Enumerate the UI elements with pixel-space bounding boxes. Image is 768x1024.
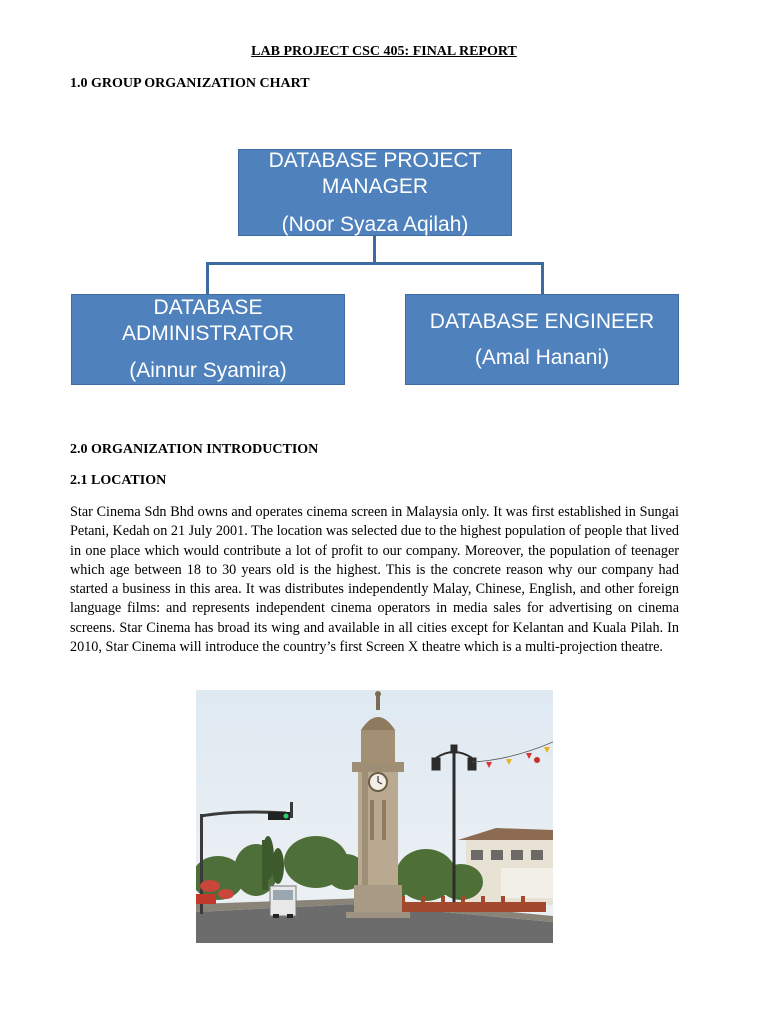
connector-right-drop <box>541 262 544 294</box>
manager-box <box>238 149 512 236</box>
section-heading-org-chart: 1.0 GROUP ORGANIZATION CHART <box>70 76 310 91</box>
location-paragraph: Star Cinema Sdn Bhd owns and operates cinema screen in Malaysia only. It was first established in Sungai Petani, Kedah on 21 July 2001. The location was selected due to the highest population of people that lived in one place which would contribute a lot of profit to our company. Moreover, the population of teenager which age between 18 to 30 years old is the highest. This is the concrete reason why our company had started a business in this area. It was distributes independently Malay, Chinese, English, and other foreign language films: and represents independent cinema operators in media sales for advertising on cinema screens. Star Cinema has broad its wing and available in all cities except for Kelantan and Kuala Pilah. In 2010, Star Cinema will introduce the country’s first Screen X theatre which is a multi-projection theatre. <box>70 504 679 656</box>
report-title: LAB PROJECT CSC 405: FINAL REPORT <box>251 44 517 59</box>
engineer-box <box>405 294 679 385</box>
administrator-name: (Ainnur Syamira) <box>129 359 287 382</box>
manager-role-line2: MANAGER <box>321 174 429 198</box>
connector-vertical-main <box>373 236 376 264</box>
engineer-name: (Amal Hanani) <box>474 345 610 369</box>
engineer-role: DATABASE ENGINEER <box>429 309 655 333</box>
connector-horizontal <box>206 262 544 265</box>
manager-name: (Noor Syaza Aqilah) <box>281 212 469 236</box>
administrator-box <box>71 294 345 385</box>
section-heading-introduction: 2.0 ORGANIZATION INTRODUCTION <box>70 442 319 457</box>
section-heading-location: 2.1 LOCATION <box>70 473 167 488</box>
administrator-role-line2: ADMINISTRATOR <box>122 322 294 345</box>
administrator-role-line1: DATABASE <box>153 296 263 319</box>
manager-role-line1: DATABASE PROJECT <box>268 148 482 172</box>
connector-left-drop <box>206 262 209 294</box>
clock-tower-photo <box>196 690 553 943</box>
